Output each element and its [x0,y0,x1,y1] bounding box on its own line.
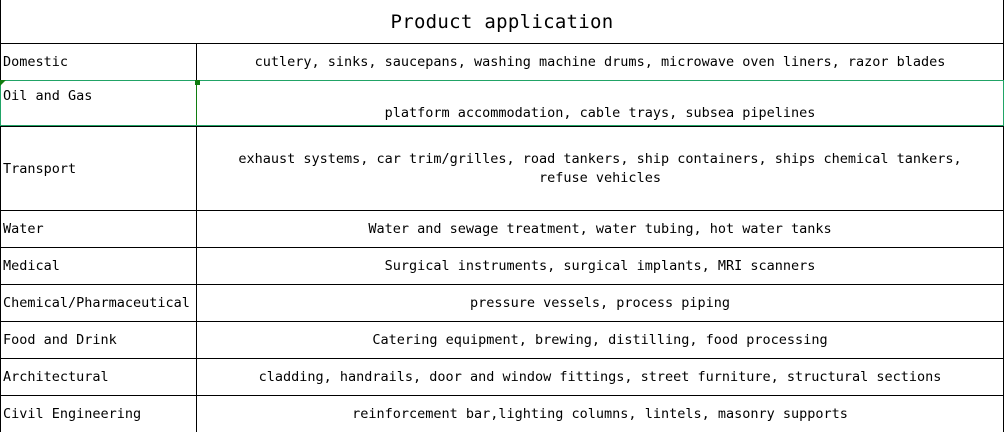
product-application-table [0,44,1004,432]
category-cell[interactable]: Water [0,211,197,247]
category-cell[interactable]: Food and Drink [0,322,197,358]
applications-text: exhaust systems, car trim/grilles, road tankers, ship containers, ships chemical tankers, refuse vehicles [238,150,962,186]
fill-handle-icon[interactable] [195,80,200,85]
table-row [0,127,1004,211]
applications-cell[interactable] [197,127,1004,210]
applications-cell[interactable] [197,359,1004,395]
applications-text: platform accommodation, cable trays, subsea pipelines [384,105,816,121]
table-row [0,81,1004,127]
applications-cell[interactable] [197,81,1004,126]
category-cell[interactable]: Civil Engineering [0,396,197,432]
category-cell[interactable]: Architectural [0,359,197,395]
applications-text: Water and sewage treatment, water tubing, hot water tanks [368,220,832,237]
category-cell[interactable]: Domestic [0,44,197,80]
category-cell[interactable]: Oil and Gas [0,81,197,126]
category-cell[interactable]: Medical [0,248,197,284]
applications-cell[interactable] [197,285,1004,321]
category-cell[interactable]: Chemical/Pharmaceutical [0,285,197,321]
applications-text: pressure vessels, process piping [469,294,731,311]
applications-text: reinforcement bar,lighting columns, lintels, masonry supports [352,405,848,422]
table-row [0,211,1004,248]
table-row [0,248,1004,285]
table-row [0,396,1004,432]
table-row [0,322,1004,359]
applications-cell[interactable] [197,211,1004,247]
table-row [0,285,1004,322]
table-title[interactable]: Product application [0,0,1004,44]
applications-cell[interactable] [197,396,1004,432]
category-cell[interactable]: Transport [0,127,197,210]
table-row [0,44,1004,81]
applications-text: cutlery, sinks, saucepans, washing machine drums, microwave oven liners, razor blades [254,53,946,70]
applications-text: Catering equipment, brewing, distilling, food processing [372,331,828,348]
applications-cell[interactable] [197,322,1004,358]
applications-text: cladding, handrails, door and window fittings, street furniture, structural sections [258,368,942,385]
cell-comment-indicator-icon [0,80,6,86]
applications-text: Surgical instruments, surgical implants, MRI scanners [384,257,816,274]
table-row [0,359,1004,396]
applications-cell[interactable] [197,248,1004,284]
applications-cell[interactable] [197,44,1004,80]
